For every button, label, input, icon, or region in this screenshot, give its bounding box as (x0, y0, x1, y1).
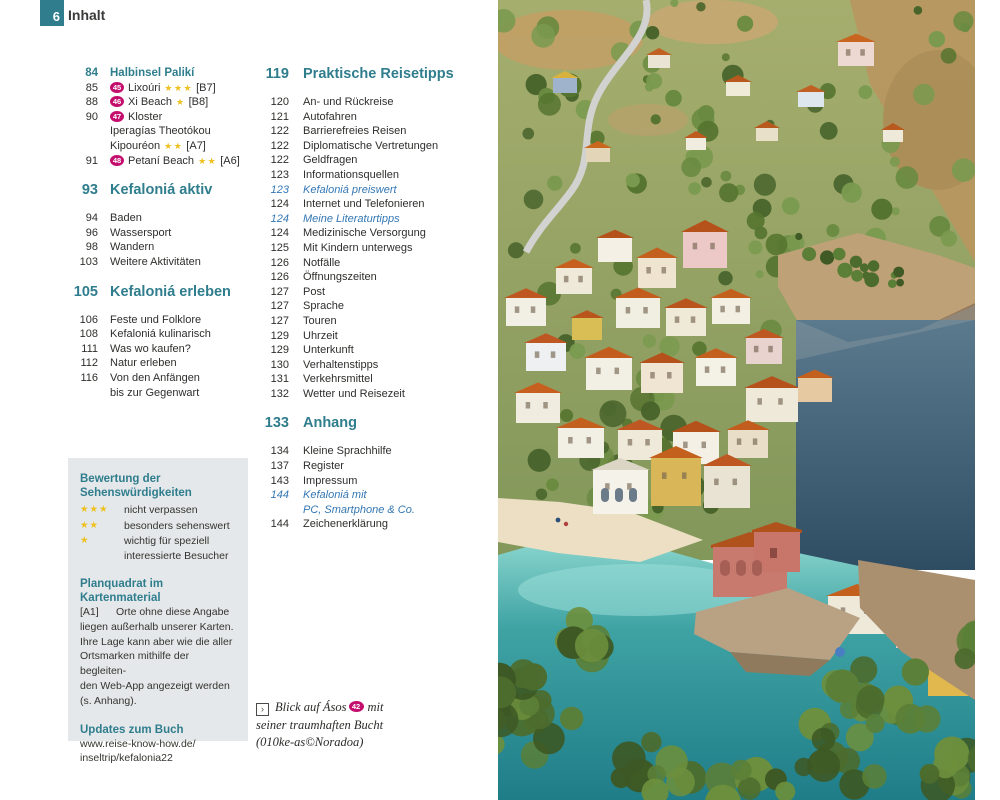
grid-legend-text: (s. Anhang). (80, 694, 137, 707)
toc-label-text: Kefaloniá erleben (110, 283, 231, 300)
toc-label (110, 154, 240, 169)
star-rating: ★ (80, 535, 90, 546)
toc-label (110, 327, 211, 342)
toc-label-text: Medizinische Versorgung (303, 227, 426, 240)
toc-entry (58, 240, 270, 255)
toc-page-number: 91 (85, 154, 98, 167)
toc-label-text: Verkehrsmittel (303, 373, 373, 386)
toc-label-text: An- und Rückreise (303, 96, 394, 108)
toc-page-number: 144 (270, 518, 289, 531)
grid-legend-text: Ihre Lage kann aber wie die aller (80, 635, 233, 648)
toc-label (303, 387, 405, 402)
toc-label-text: Wandern (110, 241, 155, 254)
toc-label (110, 110, 162, 125)
toc-label-text: Register (303, 460, 344, 473)
toc-label (110, 95, 208, 110)
toc-page-number: 127 (270, 285, 289, 298)
caption-text: mit (367, 700, 384, 714)
map-grid-ref: [B8] (188, 96, 209, 109)
toc-label-text: Notfälle (303, 256, 341, 269)
toc-section-heading (58, 182, 270, 199)
toc-label (303, 95, 394, 110)
toc-page-number: 106 (79, 313, 98, 326)
toc-label (303, 415, 357, 432)
toc-label-text: Anhang (303, 415, 357, 432)
star-rating: ★ (176, 97, 186, 108)
caption-line-2: seiner traumhaften Bucht (256, 717, 384, 732)
toc-entry (252, 241, 494, 256)
toc-label (303, 372, 373, 387)
assos-bay-photo (498, 0, 975, 800)
rating-text: nicht verpassen (124, 504, 198, 516)
sight-number-badge: 46 (110, 96, 124, 107)
toc-label (303, 183, 397, 198)
caption-text: Blick auf Ásos (275, 700, 347, 714)
toc-label-text: Praktische Reisetipps (303, 66, 454, 82)
toc-page-number: 133 (264, 415, 289, 432)
toc-label-text: Halbinsel Palikí (110, 67, 195, 79)
toc-label (303, 168, 399, 183)
toc-label (110, 313, 201, 328)
toc-page-number: 105 (73, 283, 98, 300)
toc-entry (58, 327, 270, 342)
star-rating: ★★ (164, 140, 184, 151)
updates-url (80, 737, 236, 767)
sight-number-badge: 47 (110, 111, 124, 122)
toc-page-number: 90 (85, 110, 98, 123)
toc-label-text: Touren (303, 314, 337, 327)
toc-label-text: Mit Kindern unterwegs (303, 241, 413, 254)
toc-page-number: 123 (270, 168, 289, 181)
sight-number-badge: 42 (349, 701, 364, 712)
grid-legend-text: den Web-App angezeigt werden (80, 679, 230, 692)
toc-entry (58, 255, 270, 270)
toc-entry (58, 154, 270, 169)
toc-page-number: 144 (270, 489, 289, 502)
toc-page-number: 121 (270, 110, 289, 123)
toc-entry (252, 459, 494, 474)
legend-box (68, 458, 248, 765)
page-number: 6 (52, 9, 60, 24)
toc-entry (252, 517, 494, 532)
toc-entry (58, 386, 270, 401)
beach-umbrella (835, 647, 845, 657)
star-rating: ★★★ (80, 504, 109, 515)
toc-label (110, 386, 199, 401)
toc-page-number: 129 (270, 344, 289, 357)
rating-heading-line1: Bewertung der (80, 473, 161, 485)
photo-marker-icon: › (256, 703, 269, 716)
updates-url-line (80, 737, 236, 752)
toc-label-text: Was wo kaufen? (110, 342, 191, 355)
grid-legend-text: Orte ohne diese Angabe (116, 606, 230, 618)
toc-label-text: Meine Literaturtipps (303, 212, 400, 225)
toc-entry (58, 95, 270, 110)
toc-entry (252, 153, 494, 168)
rating-item (80, 534, 236, 549)
toc-page-number: 127 (270, 300, 289, 313)
toc-page-number: 119 (265, 66, 289, 82)
toc-page-number: 93 (81, 182, 98, 199)
grid-legend-text: liegen außerhalb unserer Karten. (80, 620, 234, 633)
toc-label (110, 240, 154, 255)
page-title: Inhalt (68, 7, 106, 23)
rating-text: wichtig für speziell (124, 535, 210, 547)
toc-entry (252, 95, 494, 110)
toc-label-text: Kefaloniá aktiv (110, 182, 213, 199)
toc-label-text: Wetter und Reisezeit (303, 387, 405, 400)
toc-page-number: 88 (85, 96, 98, 109)
page-number-tab (40, 0, 64, 26)
toc-label (303, 226, 426, 241)
grid-legend-line (80, 649, 236, 679)
toc-label (110, 139, 206, 154)
dark-sea (796, 320, 975, 570)
toc-subheading (58, 66, 270, 81)
toc-entry (252, 212, 494, 227)
rating-legend-list (80, 503, 236, 563)
grid-legend-line (80, 679, 236, 694)
toc-label (110, 211, 142, 226)
toc-page-number: 130 (270, 358, 289, 371)
toc-entry (252, 329, 494, 344)
toc-label-text: Xi Beach (128, 96, 173, 109)
toc-label (110, 81, 216, 96)
toc-page-number: 85 (85, 81, 98, 94)
toc-entry (58, 110, 270, 125)
toc-entry (58, 371, 270, 386)
toc-label (110, 371, 200, 386)
toc-label (303, 329, 338, 344)
sight-number-badge: 48 (110, 155, 124, 166)
toc-label (303, 474, 357, 489)
toc-entry (58, 342, 270, 357)
toc-label-text: Iperagías Theotókou (110, 125, 211, 138)
toc-entry (58, 313, 270, 328)
toc-label-text: Kefaloniá preiswert (303, 183, 397, 196)
toc-section-heading (58, 284, 270, 301)
toc-label (110, 356, 177, 371)
map-grid-ref: [B7] (196, 81, 216, 94)
map-grid-ref: [A6] (220, 154, 240, 167)
toc-label-text: Öffnungszeiten (303, 271, 377, 284)
toc-label-text: Kefaloniá mit (303, 489, 367, 502)
toc-label (110, 124, 211, 139)
toc-entry (252, 474, 494, 489)
arched-building-arches (601, 488, 637, 502)
toc-page-number: 84 (85, 67, 98, 79)
toc-column-right (252, 66, 494, 532)
toc-page-number: 132 (270, 387, 289, 400)
toc-label (303, 139, 438, 154)
toc-page-number: 122 (270, 125, 289, 138)
toc-entry (252, 503, 494, 518)
toc-label (303, 212, 400, 227)
toc-label-text: Uhrzeit (303, 329, 338, 342)
toc-page-number: 124 (270, 198, 289, 211)
toc-label-text: Baden (110, 212, 142, 225)
toc-page-number: 143 (270, 474, 289, 487)
toc-entry (58, 81, 270, 96)
rating-item (80, 503, 236, 518)
toc-label-text: Kleine Sprachhilfe (303, 445, 392, 458)
toc-entry (252, 124, 494, 139)
toc-label (303, 343, 354, 358)
toc-page-number: 122 (270, 139, 289, 152)
toc-label (303, 124, 406, 139)
toc-label (303, 517, 388, 532)
toc-page-number: 124 (270, 227, 289, 240)
toc-label (303, 197, 425, 212)
sight-number-badge: 45 (110, 82, 124, 93)
toc-entry (58, 124, 270, 139)
updates-heading: Updates zum Buch (80, 723, 184, 736)
toc-page-number: 120 (270, 96, 289, 108)
toc-entry (58, 139, 270, 154)
toc-page-number: 134 (270, 445, 289, 458)
grid-legend-line (80, 620, 236, 635)
toc-page-number: 126 (270, 271, 289, 284)
toc-page-number: 131 (270, 373, 289, 386)
photo-caption (256, 699, 471, 752)
toc-page-number: 96 (85, 226, 98, 239)
toc-entry (252, 197, 494, 212)
toc-entry (252, 358, 494, 373)
toc-entry (252, 488, 494, 503)
toc-label (303, 503, 415, 518)
toc-page-number: 137 (270, 460, 289, 473)
map-grid-ref: [A7] (186, 139, 206, 152)
toc-label (303, 256, 340, 271)
toc-label (110, 182, 212, 199)
grid-legend-line (80, 635, 236, 650)
toc-label-text: Verhaltenstipps (303, 358, 379, 371)
updates-url-text: inseltrip/kefalonia22 (80, 752, 173, 765)
toc-label-text: Kipouréon (110, 139, 161, 152)
caption-line-1 (256, 699, 471, 717)
toc-label-text: Petaní Beach (128, 154, 195, 167)
toc-page-number: 129 (270, 329, 289, 342)
toc-label (110, 66, 194, 81)
toc-entry (252, 343, 494, 358)
toc-page-number: 98 (85, 241, 98, 254)
toc-label-text: Autofahren (303, 110, 357, 123)
toc-entry (252, 139, 494, 154)
toc-entry (58, 211, 270, 226)
toc-label-text: Von den Anfängen (110, 371, 200, 384)
rating-heading-line2: Sehenswürdigkeiten (80, 487, 192, 499)
toc-entry (58, 356, 270, 371)
toc-label-text: Natur erleben (110, 357, 177, 370)
updates-url-text: www.reise-know-how.de/ (80, 737, 196, 750)
toc-page-number: 108 (79, 328, 98, 341)
toc-entry (252, 110, 494, 125)
toc-label (303, 270, 377, 285)
grid-legend-heading: Planquadrat im Kartenmaterial (80, 578, 164, 604)
grid-legend-text: Ortsmarken mithilfe der begleiten- (80, 650, 190, 678)
rating-text: interessierte Besucher (124, 549, 229, 562)
toc-entry (252, 299, 494, 314)
caption-line-3: (010ke-as©Noradoa) (256, 735, 364, 749)
rating-item (80, 519, 236, 534)
toc-entry (252, 314, 494, 329)
toc-entry (252, 372, 494, 387)
toc-page-number: 112 (80, 357, 98, 370)
toc-label-text: Diplomatische Vertretungen (303, 139, 439, 152)
toc-entry (252, 226, 494, 241)
toc-page-number: 116 (80, 371, 98, 384)
toc-column-left (58, 66, 270, 400)
toc-label-text: Post (303, 285, 326, 298)
toc-label (303, 153, 357, 168)
toc-label-text: Wassersport (110, 226, 172, 239)
toc-label (303, 285, 325, 300)
toc-label-text: Zeichenerklärung (303, 518, 388, 531)
toc-label-text: Barrierefreies Reisen (303, 125, 407, 138)
toc-label (110, 255, 201, 270)
star-rating: ★★ (198, 155, 218, 166)
toc-label-text: Weitere Aktivitäten (110, 255, 201, 268)
rating-text: besonders sehenswert (124, 519, 230, 532)
toc-page-number: 127 (270, 314, 289, 327)
toc-label-text: bis zur Gegenwart (110, 386, 200, 399)
toc-label-text: Kefaloniá kulinarisch (110, 328, 211, 341)
toc-label-text: Informationsquellen (303, 168, 400, 181)
toc-label (303, 488, 367, 503)
toc-entry (252, 387, 494, 402)
toc-label (303, 241, 412, 256)
toc-section-heading (252, 415, 494, 432)
toc-page-number: 122 (270, 154, 289, 167)
toc-label (303, 459, 344, 474)
toc-page-number: 124 (270, 212, 289, 225)
grid-square-tag: [A1] (80, 606, 99, 618)
toc-label-text: Impressum (303, 474, 358, 487)
toc-entry (252, 256, 494, 271)
toc-label (110, 226, 171, 241)
toc-page-number: 103 (79, 255, 98, 268)
toc-label (303, 299, 344, 314)
grid-legend-line (80, 694, 236, 709)
toc-label (303, 444, 392, 459)
toc-entry (58, 226, 270, 241)
rating-legend-heading (80, 472, 236, 500)
grid-legend-line (80, 605, 236, 620)
updates-url-line (80, 751, 236, 766)
toc-page-number: 123 (270, 183, 289, 196)
toc-page-number: 126 (270, 256, 289, 269)
toc-entry (252, 270, 494, 285)
toc-page-number: 94 (85, 212, 98, 225)
grid-legend-text (80, 605, 236, 709)
toc-label-text: Lixoúri (128, 81, 161, 94)
star-rating: ★★ (80, 519, 100, 531)
toc-page-number: 111 (81, 342, 98, 355)
toc-label-text: Sprache (303, 300, 344, 313)
toc-label (110, 284, 231, 301)
toc-label (303, 66, 454, 83)
toc-entry (252, 183, 494, 198)
toc-label-text: Unterkunft (303, 344, 354, 357)
toc-entry (252, 168, 494, 183)
toc-entry (252, 444, 494, 459)
toc-page-number: 125 (270, 241, 289, 254)
toc-label (303, 358, 378, 373)
toc-label (303, 314, 337, 329)
toc-label (303, 110, 357, 125)
toc-entry (252, 285, 494, 300)
toc-label-text: Geldfragen (303, 154, 358, 167)
toc-label-text: Feste und Folklore (110, 313, 202, 326)
toc-label-text: Internet und Telefonieren (303, 198, 425, 211)
toc-section-heading (252, 66, 494, 83)
toc-label (110, 342, 191, 357)
toc-label-text: Kloster (128, 110, 163, 123)
star-rating: ★★★ (164, 82, 194, 93)
toc-label-text: PC, Smartphone & Co. (303, 503, 415, 516)
